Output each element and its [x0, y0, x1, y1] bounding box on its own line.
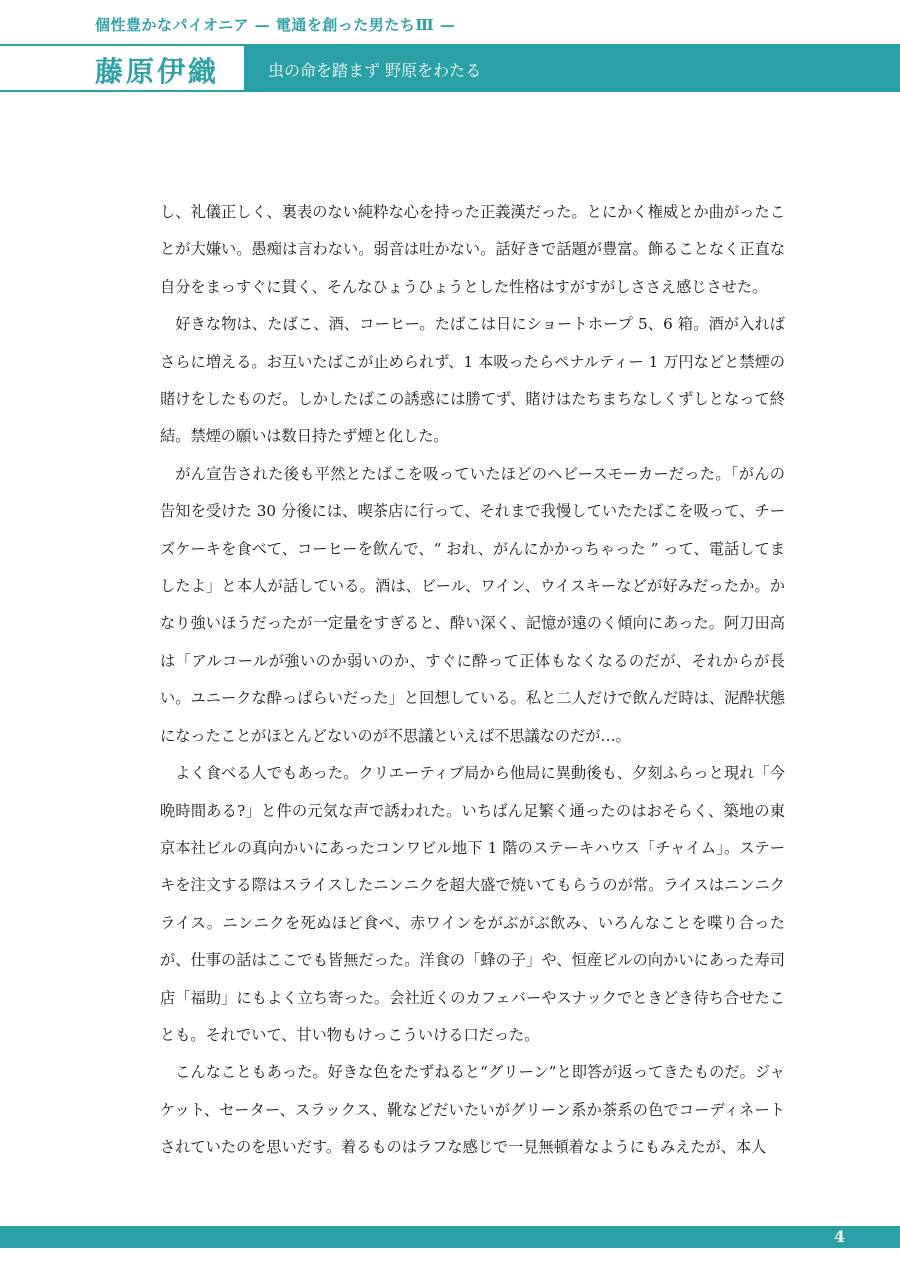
- author-name: 藤原伊織: [95, 55, 220, 88]
- paragraph: よく食べる人でもあった。クリエーティブ局から他局に異動後も、夕刻ふらっと現れ「今晩時間ある?」と件の元気な声で誘われた。いちばん足繁く通ったのはおそらく、築地の東京本社ビルの真向かいにあったコンワビル地下 1 階のステーキハウス「チャイム」。ステーキを注文する際はスライスしたニンニクを超大盛で焼いてもらうのが常。ライスはニンニクライス。ニンニクを死ぬほど食べ、赤ワインをがぶがぶ飲み、いろんなことを喋り合ったが、仕事の話はここでも皆無だった。洋食の「蜂の子」や、恒産ビルの向かいにあった寿司店「福助」にもよく立ち寄った。会社近くのカフェバーやスナックでときどき待ち合せたことも。それでいて、甘い物もけっこういける口だった。: [160, 764, 785, 1044]
- subtitle-box: [246, 46, 900, 90]
- header-band: [0, 44, 900, 92]
- article-body: [160, 194, 785, 1167]
- paragraph: し、礼儀正しく、裏表のない純粋な心を持った正義漢だった。とにかく権威とか曲がったことが大嫌い。愚痴は言わない。弱音は吐かない。話好きで話題が豊富。飾ることなく正直な自分をまっすぐに貫く、そんなひょうひょうとした性格はすがすがしささえ感じさせた。: [160, 203, 785, 296]
- author-name-box: [0, 46, 246, 90]
- series-title: 個性豊かなパイオニア — 電通を創った男たちⅢ —: [95, 16, 456, 34]
- page-number: 4: [833, 1227, 845, 1246]
- paragraph: がん宣告された後も平然とたばこを吸っていたほどのヘビースモーカーだった。「がんの告知を受けた 30 分後には、喫茶店に行って、それまで我慢していたたばこを吸って、チーズケーキを食べて、コーヒーを飲んで、“ おれ、がんにかかっちゃった ” って、電話してましたよ」と本人が話している。酒は、ビール、ワイン、ウイスキーなどが好みだったか。かなり強いほうだったが一定量をすぎると、酔い深く、記憶が遠のく傾向にあった。阿刀田高は「アルコールが強いのか弱いのか、すぐに酔って正体もなくなるのだが、それからが長い。ユニークな酔っぱらいだった」と回想している。私と二人だけで飲んだ時は、泥酔状態になったことがほとんどないのが不思議といえば不思議なのだが…。: [160, 464, 785, 745]
- paragraph: 好きな物は、たばこ、酒、コーヒー。たばこは日にショートホープ 5、6 箱。酒が入ればさらに増える。お互いたばこが止められず、1 本吸ったらペナルティー 1 万円などと禁煙の賭けをしたものだ。しかしたばこの誘惑には勝てず、賭けはたちまちなしくずしとなって終結。禁煙の願いは数日持たず煙と化した。: [160, 315, 785, 446]
- subtitle: 虫の命を踏まず 野原をわたる: [268, 61, 482, 80]
- paragraph: こんなこともあった。好きな色をたずねると“グリーン”と即答が返ってきたものだ。ジャケット、セーター、スラックス、靴などだいたいがグリーン系か茶系の色でコーディネートされていたのを思いだす。着るものはラフな感じで一見無頓着なようにもみえたが、本人: [160, 1063, 785, 1157]
- footer-bar: [0, 1226, 900, 1248]
